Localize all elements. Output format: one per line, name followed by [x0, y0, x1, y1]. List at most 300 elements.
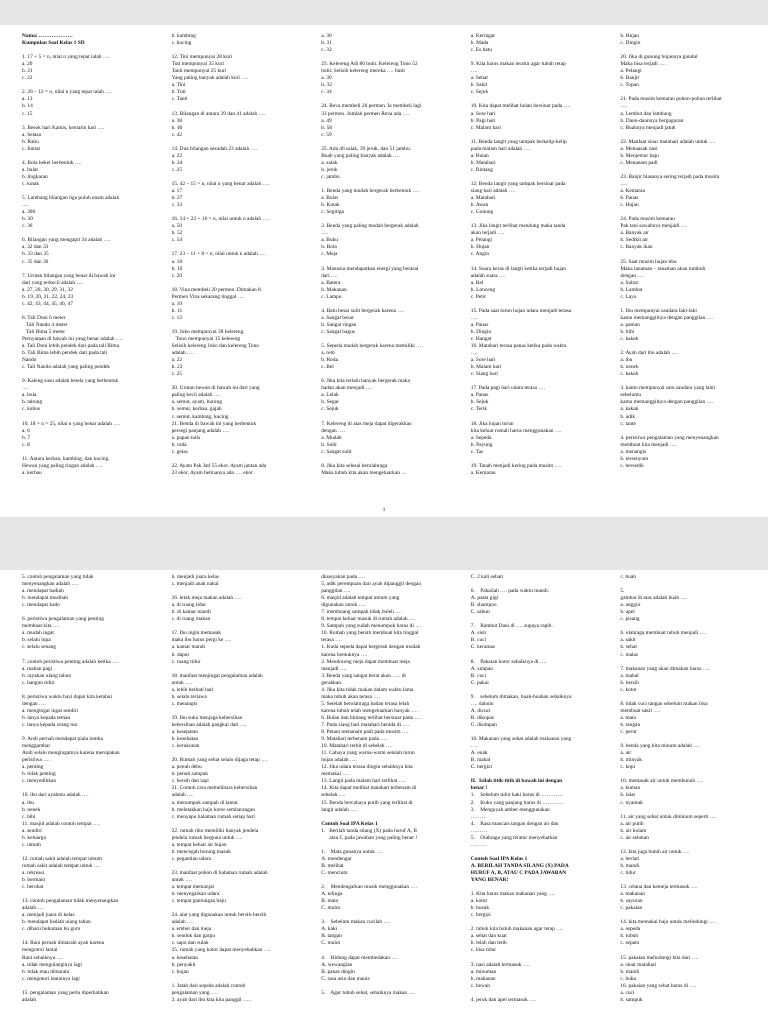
text-line: a. 6 — [22, 427, 30, 434]
text-line — [22, 371, 160, 378]
text-line: b. 58 — [321, 124, 332, 131]
text-line: b. Malam hari — [470, 364, 502, 371]
text-line — [620, 132, 758, 139]
text-line: sebelumu — [620, 392, 642, 399]
text-line: b. menjadi juara kelas — [171, 574, 219, 580]
text-line: c. Tali Nando adalah yang paling pendek — [22, 364, 110, 371]
text-line: 7. makanan yang akan dimakan harus …. — [620, 665, 710, 672]
text-line: dinasyakan pada …. — [321, 574, 366, 580]
text-line: a. Mudah — [321, 434, 342, 441]
text-line: c. 33 — [171, 202, 183, 209]
text-line: a. sehat dan kuat — [470, 933, 507, 940]
text-line: a. Pelangi — [620, 68, 642, 75]
text-line: a. makanan — [620, 891, 645, 898]
text-line: a. Bulat — [321, 195, 338, 202]
text-line: a. mengingat ingat sendiri — [22, 707, 78, 714]
text-line: a. 49 — [321, 117, 332, 124]
text-line: c. tanya kepada orang tua — [22, 721, 77, 728]
text-line: b. 24 — [171, 159, 183, 166]
text-line: b. tanya kepada teman — [22, 714, 71, 721]
text-line: c. Hujan — [620, 202, 639, 209]
text-line: c. berobat — [22, 884, 44, 891]
page-1-column-5 — [620, 33, 758, 517]
text-line: a. Lembut dan lambung — [620, 110, 672, 117]
text-line: 8. peristiwa waktu bayi dapat kita ketahui — [22, 693, 112, 700]
text-line — [321, 456, 459, 463]
text-line: 8. Jika kita selesai berolahraga — [321, 462, 388, 469]
text-line: B. mahal — [470, 757, 491, 764]
text-line: b. Makanan — [321, 286, 347, 293]
text-line: 25. Ada 46 salak, 39 jeruk, dan 51 jambu. — [321, 145, 412, 152]
text-line: pengalaman yang …. — [171, 989, 218, 996]
text-line: 11. air yang sehat untuk diminum seperti …. — [620, 813, 717, 820]
text-line: b. Sejuk — [470, 399, 489, 406]
text-line: c. 54 — [171, 237, 183, 244]
text-line: kita keluar rumah harus menggunakan …. — [470, 427, 562, 434]
text-line: A. pasta gigi — [470, 595, 499, 602]
text-line: 24. Reva membeli 26 permen. Ia membeli lagi — [321, 103, 422, 110]
text-line — [172, 280, 310, 287]
text-line: dari yang terkecil adalah …. — [22, 279, 84, 286]
text-line: gambar di atas adalah buah …. — [620, 595, 688, 602]
document-page-1 — [0, 25, 768, 517]
text-line: b. bibi — [620, 328, 635, 335]
text-line: c. Topan — [620, 82, 639, 89]
text-line: a. kerbau — [22, 469, 42, 476]
heading-line: Nama: ………………. — [22, 33, 73, 39]
text-line: 8. Tali Doni 6 meter — [22, 314, 66, 321]
text-line: b. Hujan — [470, 244, 490, 251]
text-line: b. 31 — [321, 40, 332, 47]
text-line: 19. Joko mempunyai 38 kelereng. — [171, 328, 245, 335]
text-line: 9. Matahari terbenam pada …. — [321, 736, 388, 743]
text-line: a. 13 — [22, 96, 33, 103]
text-line: 10. Kita dapat melihat bulan bersinar pada …. — [470, 103, 571, 110]
text-line: 2. Mendengarkan musik menggunakan …. — [321, 884, 418, 891]
text-line: b. 19, 20, 21, 22, 24, 23 — [22, 293, 74, 300]
text-line: 1. 17 + 5 = n, nilai n yang tepat ialah …. — [22, 54, 110, 61]
text-line: 17. Pada pagi hari udara terasa …. — [470, 385, 546, 392]
text-line — [321, 54, 459, 61]
text-line: b. Tali Bima lebih pendek dari pada tali — [22, 350, 108, 357]
text-line — [22, 308, 160, 315]
text-line — [22, 153, 160, 160]
text-line: c. bergizi — [470, 912, 491, 919]
text-line: a. semut, ayam, burung — [171, 399, 222, 406]
text-line: 11. Antara kerbau, kambing, dan kucing. — [22, 455, 110, 462]
text-line: 2. Kuku yang panjang harus di ………… — [470, 799, 564, 806]
text-line: 4. Batu besar sulit bergerak karena …. — [321, 307, 405, 314]
text-line: a. Sore hari — [470, 110, 496, 117]
text-line: c. Malam hari — [470, 124, 501, 131]
text-line: C. sabun — [470, 609, 490, 616]
text-line: untuk …. — [171, 679, 192, 686]
text-line: Nando — [22, 357, 37, 364]
text-line: 24. alat yang digunakan untuk bersih-bersih — [171, 912, 267, 919]
text-line: a. kesehatan — [171, 954, 198, 961]
text-line — [620, 343, 758, 350]
text-line: a. 10 — [171, 300, 183, 307]
text-line: b. Segar — [321, 399, 339, 406]
text-line: a. Kemarau — [470, 469, 496, 476]
text-line — [172, 139, 310, 146]
text-line: 5. Olahraga yang teratur menyehatkan — [470, 834, 558, 841]
text-line: a. 30 — [321, 75, 332, 82]
text-line: b. mencegah burung masuk — [171, 848, 231, 855]
text-line — [321, 259, 459, 266]
page-1-column-4 — [471, 33, 609, 517]
text-line: a. Bulan — [470, 152, 489, 159]
text-line: c. Banyak ikan — [620, 244, 653, 251]
text-line: a. kesepatan — [171, 729, 198, 736]
text-line: a. Panas — [470, 321, 489, 328]
text-line: b. lingkaran — [22, 173, 48, 180]
text-line — [620, 877, 758, 884]
text-line — [22, 449, 160, 456]
text-line — [172, 708, 310, 715]
text-line: b. Menjemur baju — [620, 152, 659, 159]
text-line: c. 8 — [22, 441, 30, 448]
text-line: untuk …. — [171, 877, 192, 884]
text-line: b. jeruk — [321, 166, 338, 173]
text-line: 3. kamu mempunyai satu saudara yang lahir — [620, 385, 716, 392]
text-line: a. 50 — [171, 223, 183, 230]
heading-line: II. Isilah titik-titik di bawah ini dengan — [470, 778, 563, 785]
text-line — [471, 687, 609, 694]
text-line — [172, 750, 310, 757]
text-line: c. kucing — [171, 40, 192, 47]
text-line: 10. Makanan yang sehat adalah makanan yang — [470, 736, 572, 743]
text-line: 7. Rambut Dani di …. supaya rapih. — [470, 623, 553, 630]
text-line: siang hari adalah …. — [470, 188, 516, 195]
text-line: c. Tas — [470, 448, 484, 455]
text-line: b. 52 — [171, 230, 183, 237]
text-line: c. Sangat sulit — [321, 448, 352, 455]
text-line: b. apel — [620, 609, 635, 616]
text-line: a. makan pagi — [22, 665, 53, 672]
text-line: 2. tubuh kita butuh makanan agar tetap …. — [470, 926, 563, 933]
text-line — [22, 785, 160, 792]
text-line: 13. Langit pada malam hari terlihat …. — [321, 778, 406, 785]
text-line: 5. contoh pengalaman yang tidak — [22, 574, 94, 580]
text-line: hujan adalah …. — [321, 757, 357, 764]
text-line: b. sayuran — [620, 898, 643, 905]
text-line: 11. Cahaya yang warna-warni setelah turun — [321, 750, 415, 757]
text-line: 6. Pakailah …. pada waktu mandi. — [470, 588, 550, 595]
text-line: C. bergizi — [470, 764, 492, 771]
text-line — [620, 301, 758, 308]
text-line: 9. Kita harus makan teratur agar tubuh tetap — [470, 61, 566, 68]
text-line: a. Banyak air — [620, 230, 649, 237]
text-line: …. — [321, 230, 328, 237]
text-line: c. selalu senang — [22, 644, 56, 651]
text-line: Maka bisa terjadi …. — [620, 61, 666, 68]
text-line — [620, 167, 758, 174]
text-line: c. Dingin — [620, 40, 641, 47]
text-line: c. pisang — [620, 616, 640, 623]
text-line: c. 36 — [22, 223, 33, 230]
text-line: a. kamar mandi — [171, 644, 205, 651]
text-line: a. 18 — [171, 258, 183, 265]
text-line: B. cuci — [470, 637, 487, 644]
text-line — [620, 694, 758, 701]
text-line: 4. peristiwa pengalaman yang menyenangkan — [620, 434, 719, 441]
page-1-column-2 — [172, 33, 310, 517]
text-line: 5. Agar tubuh sehat, sebaiknya makan …. — [321, 989, 416, 996]
text-line: a. mudah ingat — [22, 630, 54, 637]
text-line: 3. Menguyah amber menggunakan — [470, 806, 550, 813]
text-line — [321, 336, 459, 343]
text-line: 18. manfaat menjingat pengalaman adalah — [171, 672, 263, 679]
text-line: 10. Matahari terbit di sebelah …. — [321, 743, 393, 750]
text-line — [22, 230, 160, 237]
text-line: a. Bel — [470, 279, 484, 286]
text-line: 11. Benda langit yang tampak berkelip-kelip — [470, 138, 567, 145]
text-line: 7. membuang sampah tidak boleh …. — [321, 609, 402, 616]
text-line: 1. Kita harus makan makanan yang …. — [470, 891, 555, 898]
text-line — [620, 251, 758, 258]
text-line: terasa …. — [321, 637, 342, 644]
text-line: b. roda — [171, 441, 187, 448]
text-line — [471, 96, 609, 103]
text-line: b. Panas — [620, 195, 639, 202]
text-line: paling kecil adalah …. — [171, 392, 221, 399]
text-line: 20. Jika di gunung hujannya gundul — [620, 54, 698, 61]
text-line: dengan …. — [321, 427, 345, 434]
text-line: b. minyak — [620, 757, 642, 764]
text-line: b. lalat — [620, 792, 636, 799]
text-line: a. rem — [321, 350, 335, 357]
text-line: ……… — [470, 813, 487, 820]
text-line: c. kopi — [620, 764, 636, 771]
text-line — [172, 863, 310, 870]
text-line — [620, 89, 758, 96]
text-line: c. Menanam padi — [620, 159, 658, 166]
text-line: 19. Ibu suka menjaga kebersihan — [171, 714, 243, 721]
text-line: C. mulut — [321, 940, 341, 947]
text-line — [620, 807, 758, 814]
text-line: b. 14 — [22, 103, 33, 110]
text-line: 9. benda yang kita minum adalah …. — [620, 743, 701, 750]
text-line: 16. 14 + 22 + 16 = n, nilai untuk n adalah …. — [171, 216, 270, 223]
text-line: c. 42 — [171, 131, 183, 138]
text-line: 9. Kaleng susu adalah benda yang berbentuk — [22, 378, 119, 385]
text-line: 3. Besok hari Kamis, kemarin hari …. — [22, 124, 105, 131]
text-line — [321, 414, 459, 421]
text-line: 16. pakaian yang sehat harus di …. — [620, 982, 697, 989]
text-line: b. menyegarkan udara — [171, 891, 220, 898]
text-line: 17. 23 – 11 + 8 = n, nilai untuk n adalah …. — [171, 251, 266, 258]
heading-line: YANG BENAR! — [470, 877, 509, 884]
text-line: c. Siang hari — [470, 371, 498, 378]
text-line: menjadi …. — [321, 665, 347, 672]
text-line: 13. Jika langit terlihat mendung maka tanda — [470, 223, 566, 230]
text-line: b. Sangat ringan — [321, 321, 357, 328]
text-line: …. — [470, 743, 478, 750]
text-line: 16. Matahari terasa panas ketika pada waktu — [470, 343, 567, 350]
text-line: b. penuh sampah — [171, 771, 208, 778]
text-line — [471, 990, 609, 997]
text-line: c. 25 — [171, 371, 183, 378]
heading-line: Kumpulan Soal Kelas 1 SD — [22, 40, 85, 47]
text-line — [22, 609, 160, 616]
text-line: 6. olahraga membuat tubuh menjadi …. — [620, 630, 707, 637]
text-line: 8. tidak cuci tangan sebelum makan bisa — [620, 700, 708, 707]
text-line: 5. adik perempuan dari ayah dipanggil dengan — [321, 581, 422, 588]
text-line: adalah …. — [171, 792, 194, 799]
text-line — [620, 736, 758, 743]
text-line — [471, 955, 609, 962]
text-line: c. Gunung — [470, 209, 494, 216]
text-line — [172, 623, 310, 630]
text-line: digunakan untuk …. — [321, 602, 366, 609]
text-line: B. dikupas — [470, 714, 494, 721]
text-line: b. di kamar mandi — [171, 609, 211, 616]
text-line — [471, 132, 609, 139]
text-line: b. 23 — [171, 364, 183, 371]
text-line: b. makanan — [470, 975, 496, 982]
text-line: Buah yang paling banyak adalah …. — [321, 152, 400, 159]
text-line: maka ibu harus pergi ke …. — [171, 637, 232, 644]
text-line: …. — [620, 103, 628, 110]
text-line — [620, 47, 758, 54]
text-line: c. perut — [620, 729, 637, 736]
text-line: B. panas dingin — [321, 968, 355, 975]
text-line: dengan …. — [22, 700, 46, 707]
text-line: membuat kita …. — [22, 623, 60, 630]
text-line: 5. Setelah berolahraga badan terasa lelah — [321, 700, 410, 707]
text-line — [321, 947, 459, 954]
text-line: c. Bel — [321, 364, 334, 371]
text-line: a. 20 — [22, 61, 33, 68]
text-line: 2. Ayah dari ibu adalah …. — [620, 350, 679, 357]
text-line: A. kaki — [321, 926, 338, 933]
text-line: c. 34 — [321, 89, 332, 96]
text-line: 1. Benda yang mudah bergerak berbentuk …. — [321, 188, 420, 195]
page-2-column-4 — [471, 574, 609, 1024]
text-line: c. buku — [620, 975, 637, 982]
text-line — [471, 919, 609, 926]
text-line — [22, 729, 160, 736]
text-line: 24. Pada musim kemarau — [620, 216, 675, 223]
text-line: jendela rumah berguna untuk …. — [171, 834, 243, 841]
text-line: c. dibaru hukuman bu guru — [22, 926, 81, 933]
text-line: …. — [22, 202, 29, 209]
text-line — [471, 581, 609, 588]
text-line: a. mendapat hadiah — [22, 588, 64, 595]
page-2-column-3 — [321, 574, 459, 1024]
text-line: dengan …. — [620, 272, 645, 279]
text-line: a. Batera — [321, 279, 341, 286]
text-line: 20. Rumah yang sehat selalu dijaga tetap …. — [171, 757, 268, 764]
text-line: peristiwa …. — [22, 757, 50, 764]
text-line: 9. Andi pernah mendapat piala lomba — [22, 736, 103, 743]
text-line: c. Hangat — [470, 336, 492, 343]
page-1-column-3 — [321, 33, 459, 517]
text-line: mengotori lantai — [22, 947, 58, 954]
text-line: c. 15 — [22, 110, 33, 117]
text-line: a. air putih — [620, 820, 644, 827]
text-line: a. sendiri — [22, 827, 42, 834]
text-line: c. tidur — [620, 869, 636, 876]
text-line: 21. Benda di bawah ini yang berbentuk — [171, 420, 257, 427]
text-line: 23. manfaat pohon di halaman rumah adalah — [171, 869, 268, 876]
text-line: c. bibi — [22, 813, 36, 820]
text-line: b. mandi — [620, 862, 640, 869]
text-line — [321, 181, 459, 188]
text-line: a. 17 — [171, 188, 183, 195]
text-line: 2. Benda yang paling mudah bergerak adalah — [321, 223, 419, 230]
text-line: b. selalu lupa — [22, 637, 51, 644]
text-line: pada malam hari adalah …. — [470, 145, 531, 152]
text-line: c. buah — [620, 574, 636, 580]
text-line — [22, 891, 160, 898]
text-line: a. berlari — [620, 855, 640, 862]
text-line: 14. kita memakai baju untuk melindungi …. — [620, 919, 716, 926]
text-line: c. tante — [620, 420, 636, 427]
text-line: 22. Ayam Pak Jati 55 ekor. Ayam jantan ada — [171, 462, 267, 469]
text-line: c. mengotori lantainya lagi — [22, 975, 80, 982]
text-line: c. 32 — [321, 47, 332, 54]
text-line: c. menangis — [171, 700, 198, 707]
text-line: a. kuman — [620, 785, 641, 792]
text-line: c. malas — [620, 651, 639, 658]
text-line: 4. Jika kita tidak makan dalam waktu lama — [321, 686, 414, 693]
text-line: c. hewan — [470, 982, 490, 989]
text-line: a. di ruang tidur — [171, 602, 207, 609]
text-line: 4. jeruk dan apel termasuk …. — [470, 996, 536, 1003]
text-line: b. 40 — [171, 124, 183, 131]
heading-line: benar ! — [470, 785, 488, 792]
heading-line: HURUF A, B, ATAU C PADA JAWABAN — [470, 869, 567, 876]
text-line: atau C pada jawaban yang paling benar ! — [321, 834, 418, 841]
text-line: …. — [22, 385, 29, 392]
text-line: c. Petir — [470, 293, 487, 300]
text-line: karena tubuh telah mengeluarkan banyak …. — [321, 707, 418, 714]
text-line: a. sinar matahari — [620, 961, 657, 968]
text-line: b. Mada — [470, 40, 489, 47]
text-line: menyenangkan adalah …. — [22, 581, 79, 588]
text-line: b. bersih — [620, 679, 639, 686]
text-line: 6. masjid adalah tempat umum yang — [321, 595, 400, 602]
text-line: c. 42, 43, 44, 45, 46, 47 — [22, 300, 73, 307]
text-line: b. Sedikit air — [620, 237, 649, 244]
text-line: 14. Suara keras di langit ketika terjadi hujan — [470, 265, 566, 272]
text-line: c. 12 — [171, 314, 183, 321]
text-line — [22, 687, 160, 694]
page-1-column-1 — [22, 33, 160, 517]
text-line: c. bersih dan rapi — [171, 778, 209, 785]
page-2-columns — [22, 574, 758, 1024]
text-line: 7. Urutan bilangan yang benar di bawah ini — [22, 272, 116, 279]
text-line — [321, 96, 459, 103]
text-line: b. Sulit — [321, 441, 337, 448]
text-line — [22, 118, 160, 125]
text-line: 14. Rani pernah dimarahi ayah karena — [22, 940, 105, 947]
text-line: C. 2 kali sehari — [470, 574, 504, 580]
text-line: c. Segitiga — [321, 209, 344, 216]
text-line: c. menyapu halaman rumah setiap hari — [171, 813, 255, 820]
text-line: Maka tanaman – tanaman akan tumbuh — [620, 265, 706, 272]
text-line — [22, 188, 160, 195]
text-line: c. tempat gantungan baju — [171, 898, 226, 905]
text-line: b. air kolam — [620, 827, 647, 834]
text-line: b. 27 — [171, 195, 183, 202]
text-line: a. Sepeda — [470, 434, 492, 441]
text-line — [620, 659, 758, 666]
text-line: c. Meja — [321, 251, 338, 258]
text-line: C. pakai — [470, 679, 489, 686]
